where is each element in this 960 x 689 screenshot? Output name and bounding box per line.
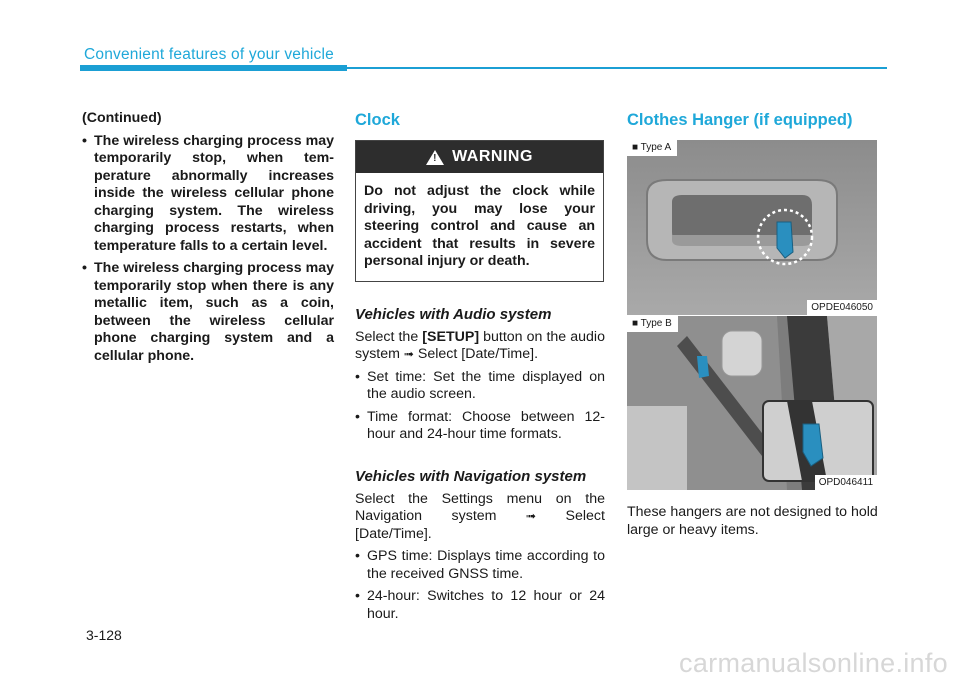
list-item: • 24-hour: Switches to 12 hour or 24 hour. (355, 588, 605, 623)
arrow-icon: ➟ (403, 347, 414, 361)
header-rule (347, 67, 887, 69)
warning-text: Do not adjust the clock while driving, you may lose your steering control and cause an accident that results in severe personal injury or death. (364, 183, 595, 269)
list-item: • Set time: Set the time displayed on the audio screen. (355, 369, 605, 404)
setup-key: [SETUP] (422, 328, 480, 345)
column-wireless-charging (82, 110, 334, 370)
column-clock (355, 110, 605, 628)
warning-label: WARNING (452, 148, 533, 165)
audio-options-list (355, 369, 605, 444)
hanger-type-b-illustration (627, 316, 877, 490)
list-item: • GPS time: Displays time according to the received GNSS time. (355, 548, 605, 583)
audio-intro: Select the [SETUP] button on the audio system ➟ Select [Date/Time]. (355, 328, 605, 362)
audio-heading: Vehicles with Audio system (355, 305, 552, 323)
nav-intro: Select the Settings menu on the Navigation system ➟ Select [Date/Time]. (355, 490, 605, 542)
list-item: • Time format: Choose between 12-hour and 24-hour time formats. (355, 409, 605, 444)
list-item: • The wireless charging process may temporarily stop, when tem-perature abnormally increases inside the wireless cellular phone charging system. The wireless charging process restarts, when temperature falls to a certain level. (82, 133, 334, 256)
continued-label: (Continued) (82, 110, 162, 126)
hanger-type-a-image (627, 140, 877, 315)
wireless-charging-list (82, 133, 334, 366)
header-bar (80, 65, 347, 71)
column-clothes-hanger (627, 110, 879, 539)
arrow-icon: ➟ (525, 509, 537, 523)
warning-header (356, 141, 603, 173)
figure-code-a: OPDE046050 (807, 300, 877, 315)
warning-triangle-icon: ! (426, 150, 444, 165)
figure-code-b: OPD046411 (815, 475, 877, 490)
list-item: • The wireless charging process may temporarily stop when there is any metallic item, such as a coin, between the wireless cellular phone charging system and a cellular phone. (82, 260, 334, 365)
page-number: 3-128 (86, 627, 122, 643)
hanger-caption: These hangers are not designed to hold large or heavy items. (627, 504, 878, 538)
hanger-title: Clothes Hanger (if equipped) (627, 111, 853, 129)
type-b-label: ■ Type B (627, 316, 678, 332)
hanger-type-b-image (627, 316, 877, 490)
hanger-type-a-illustration (627, 140, 877, 315)
section-header-title: Convenient features of your vehicle (84, 46, 334, 63)
nav-heading: Vehicles with Navigation system (355, 467, 587, 485)
clock-title: Clock (355, 111, 400, 129)
nav-options-list (355, 548, 605, 623)
warning-box (355, 140, 604, 282)
watermark: carmanualsonline.info (679, 648, 948, 678)
type-a-label: ■ Type A (627, 140, 677, 156)
